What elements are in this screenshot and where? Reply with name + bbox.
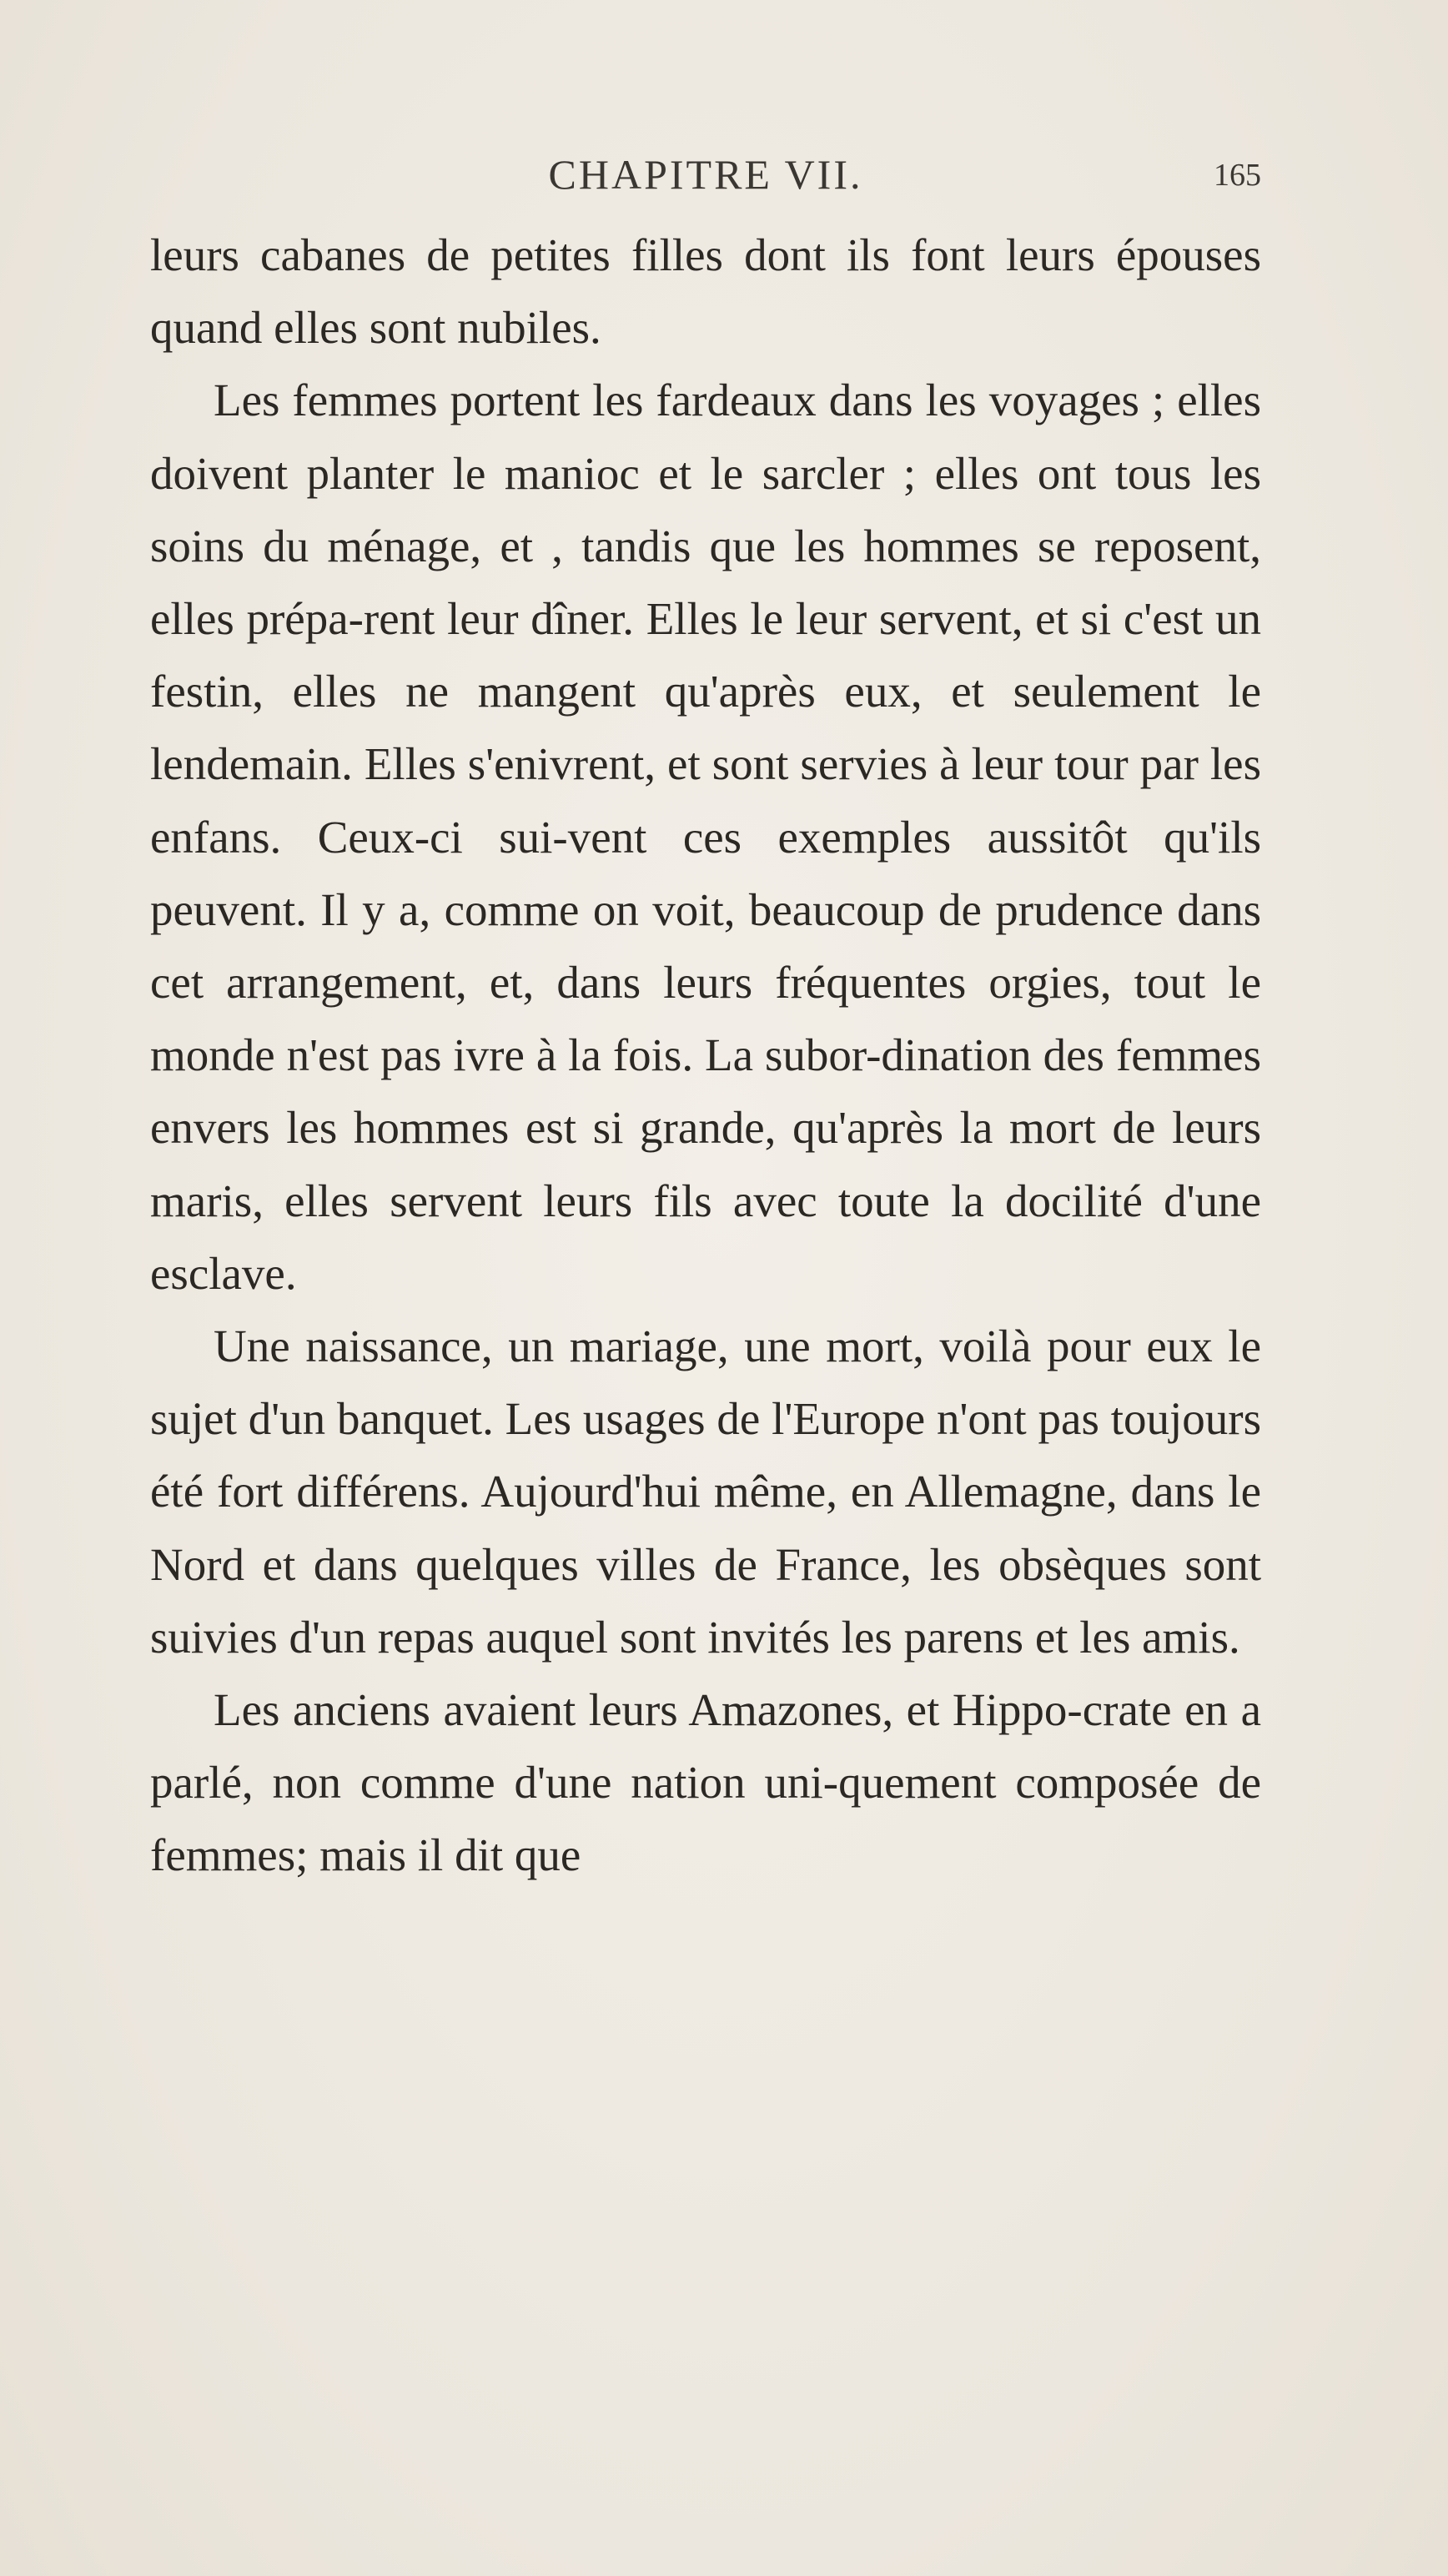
paragraph-1: leurs cabanes de petites filles dont ils font leurs épouses quand elles sont nubiles. xyxy=(150,229,1261,354)
body-text xyxy=(150,219,1261,1892)
paragraph-3: Une naissance, un mariage, une mort, voilà pour eux le sujet d'un banquet. Les usages de l'Europe n'ont pas toujours été fort différens. Aujourd'hui même, en Allemagne, dans le Nord et dans quelques villes de France, les obsèques sont suivies d'un repas auquel sont invités les parens et les amis. xyxy=(150,1321,1261,1663)
paragraph-2: Les femmes portent les fardeaux dans les voyages ; elles doivent planter le manioc et le sarcler ; elles ont tous les soins du ménage, et , tandis que les hommes se reposent, elles prépa-rent leur dîner. Elles le leur servent, et si c'est un festin, elles ne mangent qu'après eux, et seulement le lendemain. Elles s'enivrent, et sont servies à leur tour par les enfans. Ceux-ci sui-vent ces exemples aussitôt qu'ils peuvent. Il y a, comme on voit, beaucoup de prudence dans cet arrangement, et, dans leurs fréquentes orgies, tout le monde n'est pas ivre à la fois. La subor-dination des femmes envers les hommes est si grande, qu'après la mort de leurs maris, elles servent leurs fils avec toute la docilité d'une esclave. xyxy=(150,375,1261,1299)
page-number: 165 xyxy=(1214,158,1261,193)
chapter-title: CHAPITRE VII. xyxy=(548,151,863,198)
paragraph-4: Les anciens avaient leurs Amazones, et Hippo-crate en a parlé, non comme d'une nation uni-quement composée de femmes; mais il dit que xyxy=(150,1684,1261,1881)
running-head xyxy=(150,150,1261,217)
